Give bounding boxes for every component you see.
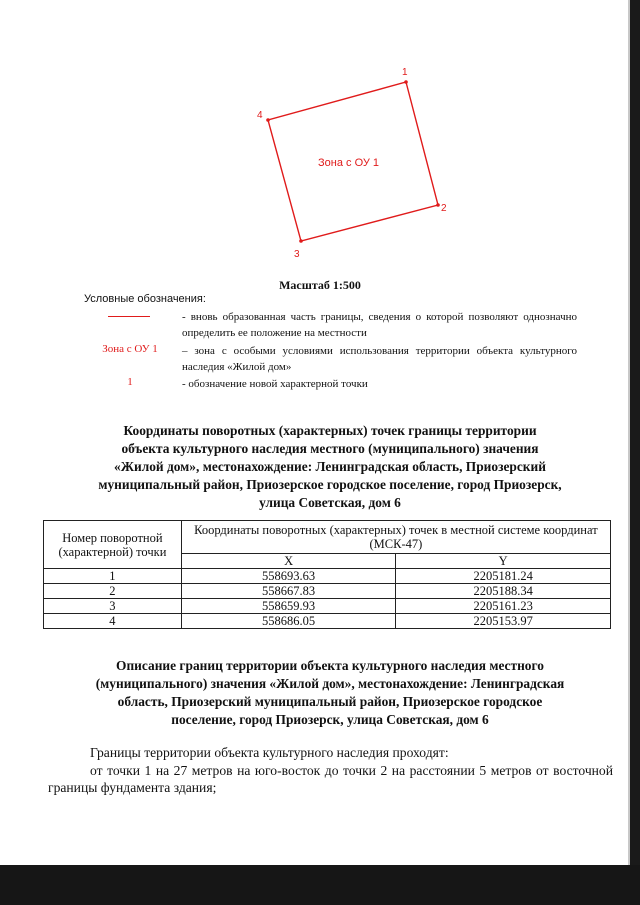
header-y: Y xyxy=(396,554,611,569)
cell-x: 558659.93 xyxy=(181,599,396,614)
table-row xyxy=(44,569,611,584)
legend-desc-point: - обозначение новой характерной точки xyxy=(182,378,368,390)
scale-label: Масштаб 1:500 xyxy=(279,278,361,292)
point-label-1: 1 xyxy=(402,67,408,78)
header-x: X xyxy=(181,554,396,569)
point-label-2: 2 xyxy=(441,203,447,214)
coords-heading-line: объекта культурного наследия местного (муниципального) значения xyxy=(121,441,539,456)
body-paragraph-2: от точки 1 на 27 метров на юго-восток до точки 2 на расстоянии 5 метров от восточной границы фундамента здания; xyxy=(48,763,613,795)
cell-point: 4 xyxy=(44,614,182,629)
coordinates-table xyxy=(43,520,611,629)
cell-y: 2205181.24 xyxy=(396,569,611,584)
cell-y: 2205161.23 xyxy=(396,599,611,614)
cell-point: 1 xyxy=(44,569,182,584)
coords-heading-line: улица Советская, дом 6 xyxy=(259,495,401,510)
header-point-number: Номер поворотной (характерной) точки xyxy=(44,521,182,569)
cell-point: 3 xyxy=(44,599,182,614)
table-row xyxy=(44,584,611,599)
legend-desc-zone: – зона с особыми условиями использования территории объекта культурного наследия «Жилой дом» xyxy=(182,345,577,373)
coords-heading-line: «Жилой дом», местонахождение: Ленинградская область, Приозерский xyxy=(114,459,546,474)
legend-symbol-zone: Зона с ОУ 1 xyxy=(102,343,158,355)
description-heading xyxy=(50,657,610,729)
cell-y: 2205153.97 xyxy=(396,614,611,629)
table-row xyxy=(44,614,611,629)
body-paragraph-1: Границы территории объекта культурного наследия проходят: xyxy=(90,745,449,760)
legend-red-line-sample xyxy=(108,316,150,317)
description-heading-line: (муниципального) значения «Жилой дом», местонахождение: Ленинградская xyxy=(95,676,565,691)
description-heading-line: Описание границ территории объекта культурного наследия местного xyxy=(116,658,544,673)
cell-point: 2 xyxy=(44,584,182,599)
table-row xyxy=(44,599,611,614)
cell-x: 558686.05 xyxy=(181,614,396,629)
legend-desc-boundary: - вновь образованная часть границы, сведения о которой позволяют однозначно определить ее положение на местности xyxy=(182,311,577,339)
zone-label: Зона с ОУ 1 xyxy=(318,157,380,169)
coords-heading-line: Координаты поворотных (характерных) точек границы территории xyxy=(123,423,537,438)
cell-x: 558693.63 xyxy=(181,569,396,584)
point-marker-1 xyxy=(404,80,408,84)
description-heading-line: поселение, город Приозерск, улица Советская, дом 6 xyxy=(171,712,489,727)
scan-edge-bottom xyxy=(0,865,640,905)
boundary-scheme xyxy=(0,0,640,275)
point-marker-3 xyxy=(299,239,303,243)
point-marker-4 xyxy=(266,118,270,122)
legend-symbol-point: 1 xyxy=(127,376,133,388)
legend-title: Условные обозначения: xyxy=(84,293,206,305)
coords-heading-line: муниципальный район, Приозерское городское поселение, город Приозерск, xyxy=(98,477,562,492)
cell-x: 558667.83 xyxy=(181,584,396,599)
scan-edge-right xyxy=(630,0,640,905)
point-marker-2 xyxy=(436,203,440,207)
point-label-3: 3 xyxy=(294,249,300,260)
point-label-4: 4 xyxy=(257,110,263,121)
description-heading-line: область, Приозерский муниципальный район, Приозерское городское xyxy=(117,694,543,709)
cell-y: 2205188.34 xyxy=(396,584,611,599)
coords-heading xyxy=(50,422,610,512)
header-coordinates: Координаты поворотных (характерных) точек в местной системе координат (МСК-47) xyxy=(181,521,610,554)
